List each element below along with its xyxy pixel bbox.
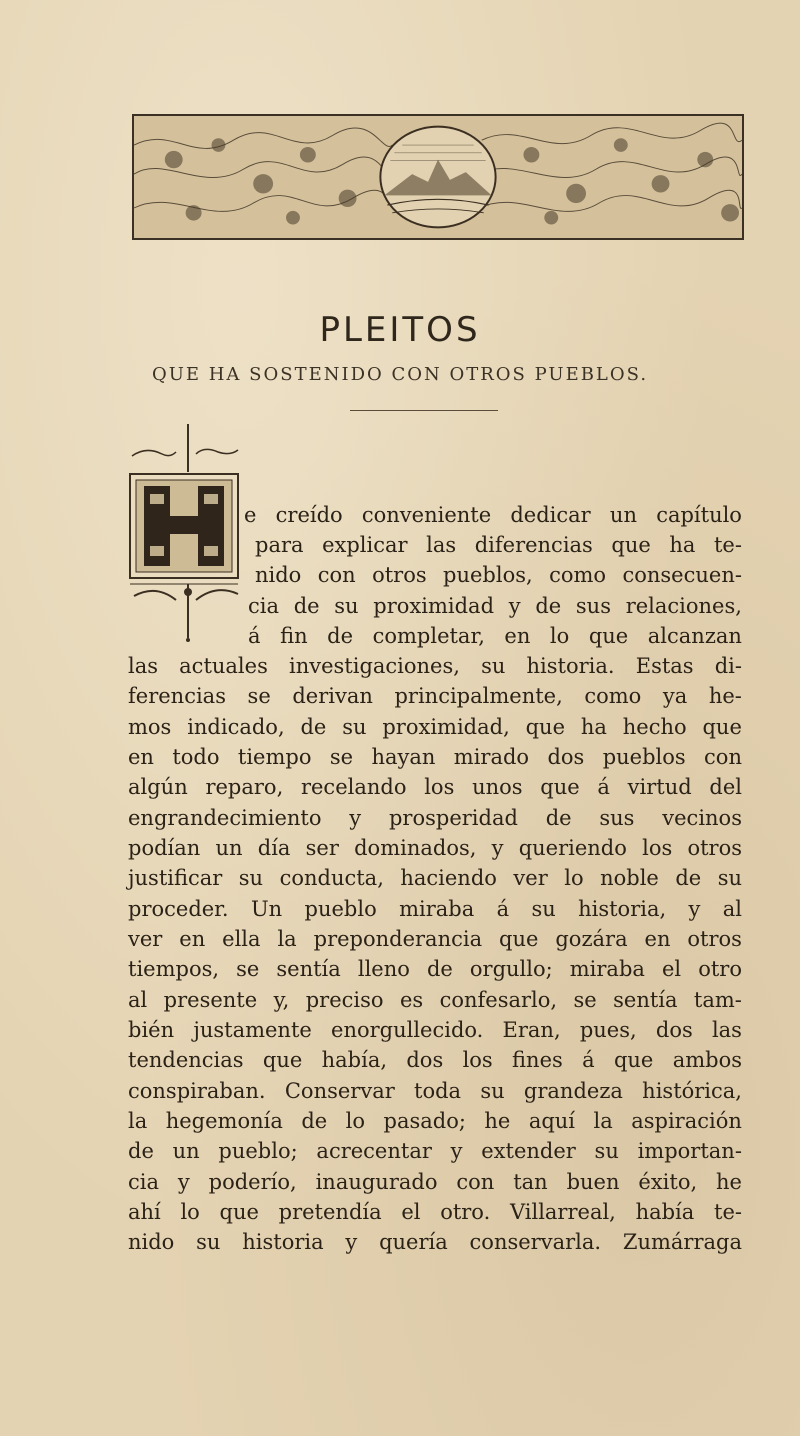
body-line-10: algún reparo, recelando los unos que á virtud del [128,775,742,799]
body-line-18: bién justamente enorgullecido. Eran, pues, dos las [128,1018,742,1042]
body-line-2: para explicar las diferencias que ha te- [255,533,742,557]
body-line-4: cia de su proximidad y de sus relaciones, [248,594,742,618]
body-line-12: podían un día ser dominados, y queriendo los otros [128,836,742,860]
decorative-header-banner [132,114,744,240]
body-line-7: ferencias se derivan principalmente, como ya he- [128,684,742,708]
engraved-landscape-image [134,116,742,238]
body-line-20: conspiraban. Conservar toda su grandeza histórica, [128,1079,742,1103]
body-line-9: en todo tiempo se hayan mirado dos pueblos con [128,745,742,769]
body-line-22: de un pueblo; acrecentar y extender su importan- [128,1139,742,1163]
body-line-24: ahí lo que pretendía el otro. Villarreal, había te- [128,1200,742,1224]
title-divider [350,410,498,411]
body-line-16: tiempos, se sentía lleno de orgullo; miraba el otro [128,957,742,981]
body-line-5: á fin de completar, en lo que alcanzan [248,624,742,648]
ornamental-drop-cap [126,424,246,644]
body-line-13: justificar su conducta, haciendo ver lo noble de su [128,866,742,890]
body-line-23: cia y poderío, inaugurado con tan buen éxito, he [128,1170,742,1194]
page-subtitle: QUE HA SOSTENIDO CON OTROS PUEBLOS. [151,364,649,385]
body-line-25: nido su historia y quería conservarla. Zumárraga [128,1230,742,1254]
body-line-19: tendencias que había, dos los fines á que ambos [128,1048,742,1072]
body-line-15: ver en ella la preponderancia que gozára en otros [128,927,742,951]
page-title: PLEITOS [319,310,481,350]
body-line-8: mos indicado, de su proximidad, que ha hecho que [128,715,742,739]
body-line-6: las actuales investigaciones, su historia. Estas di- [128,654,742,678]
body-line-3: nido con otros pueblos, como consecuen- [255,563,742,587]
body-line-17: al presente y, preciso es confesarlo, se sentía tam- [128,988,742,1012]
body-line-11: engrandecimiento y prosperidad de sus vecinos [128,806,742,830]
body-line-1: e creído conveniente dedicar un capítulo [244,503,742,527]
body-line-21: la hegemonía de lo pasado; he aquí la aspiración [128,1109,742,1133]
body-line-14: proceder. Un pueblo miraba á su historia, y al [128,897,742,921]
ornament-flourish-icon [126,424,246,644]
